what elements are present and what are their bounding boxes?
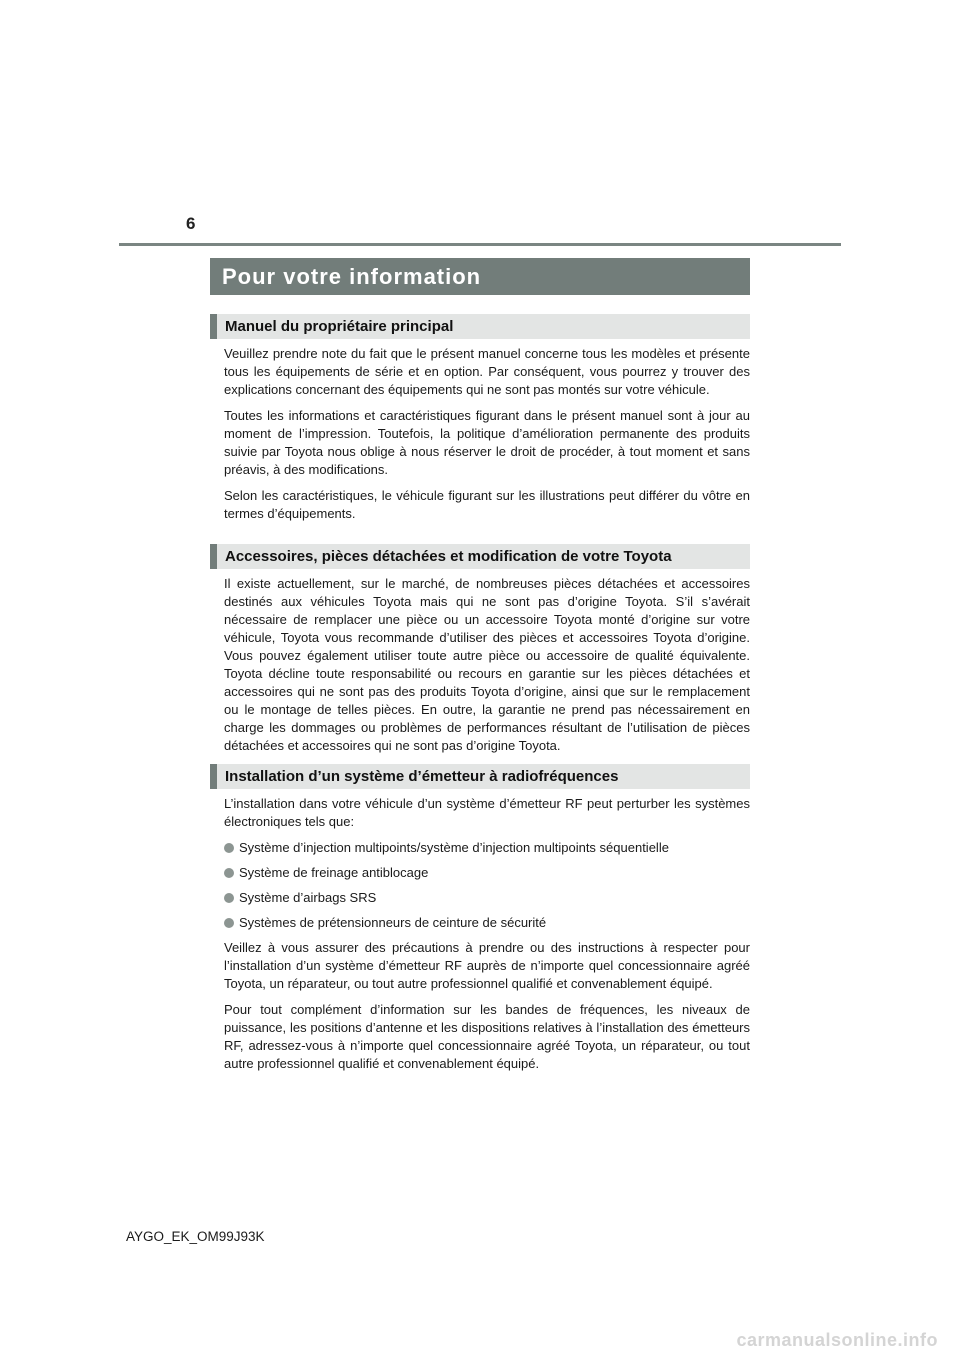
paragraph: Toutes les informations et caractéristiques figurant dans le présent manuel sont à jour au moment de l’impression. Toutefois, la politique d’amélioration permanente des produits suivie par Toyota nous oblige à nous réserver le droit de procéder, à tout moment et sans préavis, à des modifications. [224,408,750,477]
bullet-text: Système d’airbags SRS [239,890,377,905]
paragraph: Il existe actuellement, sur le marché, de nombreuses pièces détachées et accessoires destinés aux véhicules Toyota mais qui ne sont pas d’origine Toyota. S’il s’avérait nécessaire de remplacer une pièce ou un accessoire Toyota monté d’origine sur votre véhicule, Toyota vous recommande d’utiliser des pièces et accessoires Toyota d’origine. Vous pouvez également utiliser toute autre pièce ou accessoire de qualité équivalente. Toyota décline toute responsabilité ou recours en garantie sur les pièces détachées et accessoires qui ne sont pas des produits Toyota d’origine, ainsi que sur le remplacement ou le montage de telles pièces. En outre, la garantie ne prend pas nécessairement en charge les dommages ou problèmes de performances résultant de l’utilisation de pièces détachées et accessoires qui ne sont pas d’origine Toyota. [224,576,750,753]
bullet-item [224,839,750,857]
bullet-icon [224,918,234,928]
section-heading: Installation d’un système d’émetteur à radiofréquences [210,764,750,789]
bullet-text: Systèmes de prétensionneurs de ceinture de sécurité [239,915,547,930]
section-heading: Accessoires, pièces détachées et modification de votre Toyota [210,544,750,569]
paragraph: Veuillez prendre note du fait que le présent manuel concerne tous les modèles et présente tous les équipements de série et en option. Par conséquent, vous pourrez y trouver des explications concernant des équipements qui ne sont pas montés sur votre véhicule. [224,346,750,397]
section-content [210,789,750,1073]
bullet-icon [224,843,234,853]
bullet-icon [224,868,234,878]
bullet-item [224,889,750,907]
paragraph: Veillez à vous assurer des précautions à prendre ou des instructions à respecter pour l’installation d’un système d’émetteur RF auprès de n’importe quel concessionnaire agréé Toyota, un réparateur, ou tout autre professionnel qualifié et convenablement équipé. [224,940,750,991]
top-divider [119,243,841,246]
section-owners-manual [210,314,750,531]
bullet-item [224,864,750,882]
paragraph: Selon les caractéristiques, le véhicule figurant sur les illustrations peut différer du vôtre en termes d’équipements. [224,488,750,521]
bullet-text: Système de freinage antiblocage [239,865,429,880]
bullet-item [224,914,750,932]
section-content [210,569,750,755]
section-rf-transmitter [210,764,750,1081]
paragraph: L’installation dans votre véhicule d’un système d’émetteur RF peut perturber les systèmes électroniques tels que: [224,796,750,829]
bullet-icon [224,893,234,903]
section-heading: Manuel du propriétaire principal [210,314,750,339]
section-content [210,339,750,523]
section-accessories [210,544,750,763]
page-title: Pour votre information [210,258,750,295]
page-number: 6 [186,214,196,233]
paragraph: Pour tout complément d’information sur les bandes de fréquences, les niveaux de puissance, les positions d’antenne et les dispositions relatives à l’installation des émetteurs RF, adressez-vous à n’importe quel concessionnaire agréé Toyota, un réparateur, ou tout autre professionnel qualifié et convenablement équipé. [224,1002,750,1071]
watermark: carmanualsonline.info [736,1330,938,1350]
bullet-text: Système d’injection multipoints/système d’injection multipoints séquentielle [239,840,669,855]
document-code: AYGO_EK_OM99J93K [126,1229,265,1244]
